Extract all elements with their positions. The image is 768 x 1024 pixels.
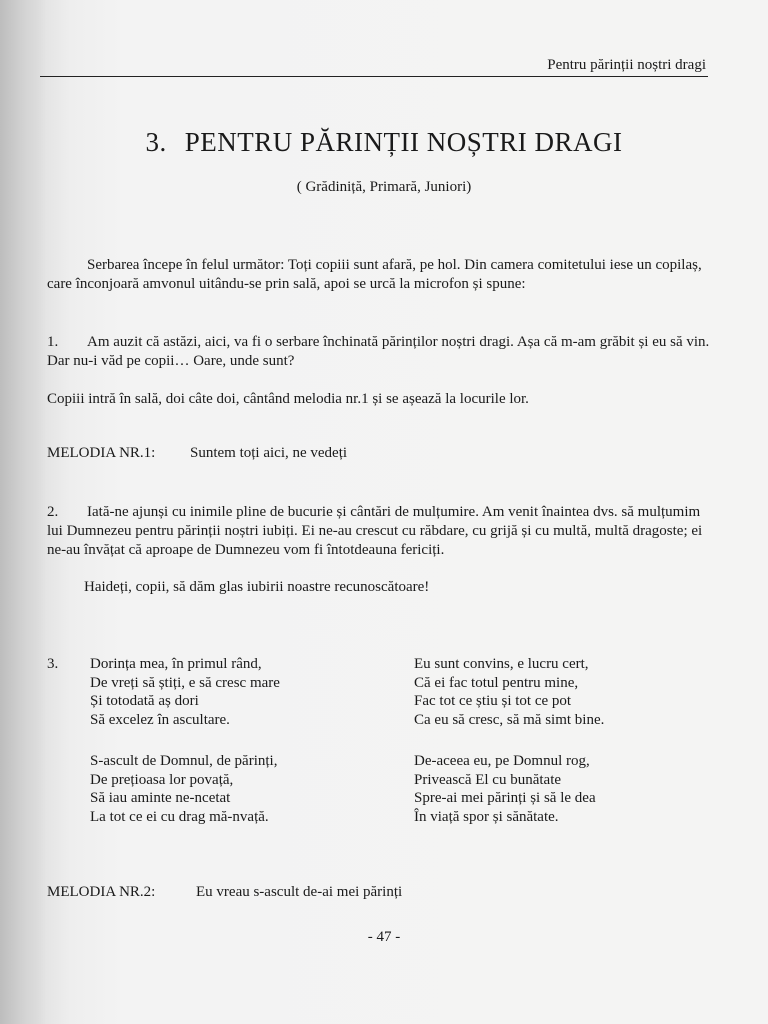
- melody-2-label: MELODIA NR.2:: [47, 884, 156, 900]
- entrance-paragraph: Copiii intră în sală, doi câte doi, cântând melodia nr.1 și se așează la locurile lor.: [47, 391, 529, 407]
- melody-1-label: MELODIA NR.1:: [47, 445, 156, 461]
- chapter-title-text: PENTRU PĂRINȚII NOȘTRI DRAGI: [184, 127, 623, 157]
- poem-line: De vreți să știți, e să cresc mare: [90, 674, 280, 691]
- item-2-number: 2.: [47, 504, 59, 520]
- poem-line: Privească El cu bunătate: [414, 771, 562, 788]
- poem-line: Dorința mea, în primul rând,: [90, 656, 262, 672]
- chapter-title: [0, 127, 768, 158]
- poem-line: Să iau aminte ne-ncetat: [90, 790, 231, 806]
- item-3-number: 3.: [47, 656, 59, 672]
- melody-2-title: Eu vreau s-ascult de-ai mei părinți: [196, 884, 403, 900]
- chapter-number: 3.: [145, 127, 167, 157]
- item-2-paragraph: [47, 503, 711, 560]
- poem-stanza-left-1: [90, 655, 280, 729]
- item-1-number: 1.: [47, 334, 59, 350]
- chapter-subtitle: ( Grădiniță, Primară, Juniori): [296, 179, 472, 195]
- poem-stanza-right-1: [414, 655, 604, 729]
- header-rule: [40, 76, 708, 77]
- item-1-text: Am auzit că astăzi, aici, va fi o serbare închinată părinților noștri dragi. Așa că m-am grăbit și eu să vin. Dar nu-i văd pe copii… Oare, unde sunt?: [47, 334, 710, 369]
- poem-line: Fac tot ce știu și tot ce pot: [414, 693, 572, 709]
- running-head: Pentru părinții noștri dragi: [547, 57, 706, 73]
- poem-line: La tot ce ei cu drag mă-nvață.: [90, 808, 269, 825]
- intro-paragraph: Serbarea începe în felul următor: Toți copiii sunt afară, pe hol. Din camera comitetului iese un copilaș, care înconjoară amvonul uitându-se prin sală, apoi se urcă la microfon și spune:: [47, 257, 702, 292]
- poem-line: Ca eu să cresc, să mă simt bine.: [414, 711, 605, 728]
- poem-line: De prețioasa lor povață,: [90, 771, 234, 788]
- melody-1-title: Suntem toți aici, ne vedeți: [190, 445, 348, 461]
- poem-line: De-aceea eu, pe Domnul rog,: [414, 753, 590, 769]
- page-number: - 47 -: [367, 929, 401, 945]
- item-1-paragraph: [47, 333, 711, 371]
- poem-line: Eu sunt convins, e lucru cert,: [414, 656, 589, 672]
- poem-line: Să excelez în ascultare.: [90, 711, 230, 728]
- poem-line: În viață spor și sănătate.: [414, 808, 559, 825]
- poem-line: Că ei fac totul pentru mine,: [414, 674, 579, 691]
- item-2-closing: Haideți, copii, să dăm glas iubirii noastre recunoscătoare!: [84, 579, 430, 595]
- poem-line: S-ascult de Domnul, de părinți,: [90, 753, 278, 769]
- poem-line: Spre-ai mei părinți și să le dea: [414, 790, 596, 806]
- poem-stanza-left-2: [90, 752, 277, 826]
- item-2-text: Iată-ne ajunși cu inimile pline de bucurie și cântări de mulțumire. Am venit înaintea dvs. să mulțumim lui Dumnezeu pentru părinții noștri iubiți. Ei ne-au crescut cu răbdare, cu grijă și cu multă, multă dragoste; ei ne-au învățat că aproape de Dumnezeu vom fi întotdeauna fericiți.: [47, 504, 703, 558]
- poem-line: Și totodată aș dori: [90, 693, 199, 709]
- poem-stanza-right-2: [414, 752, 596, 826]
